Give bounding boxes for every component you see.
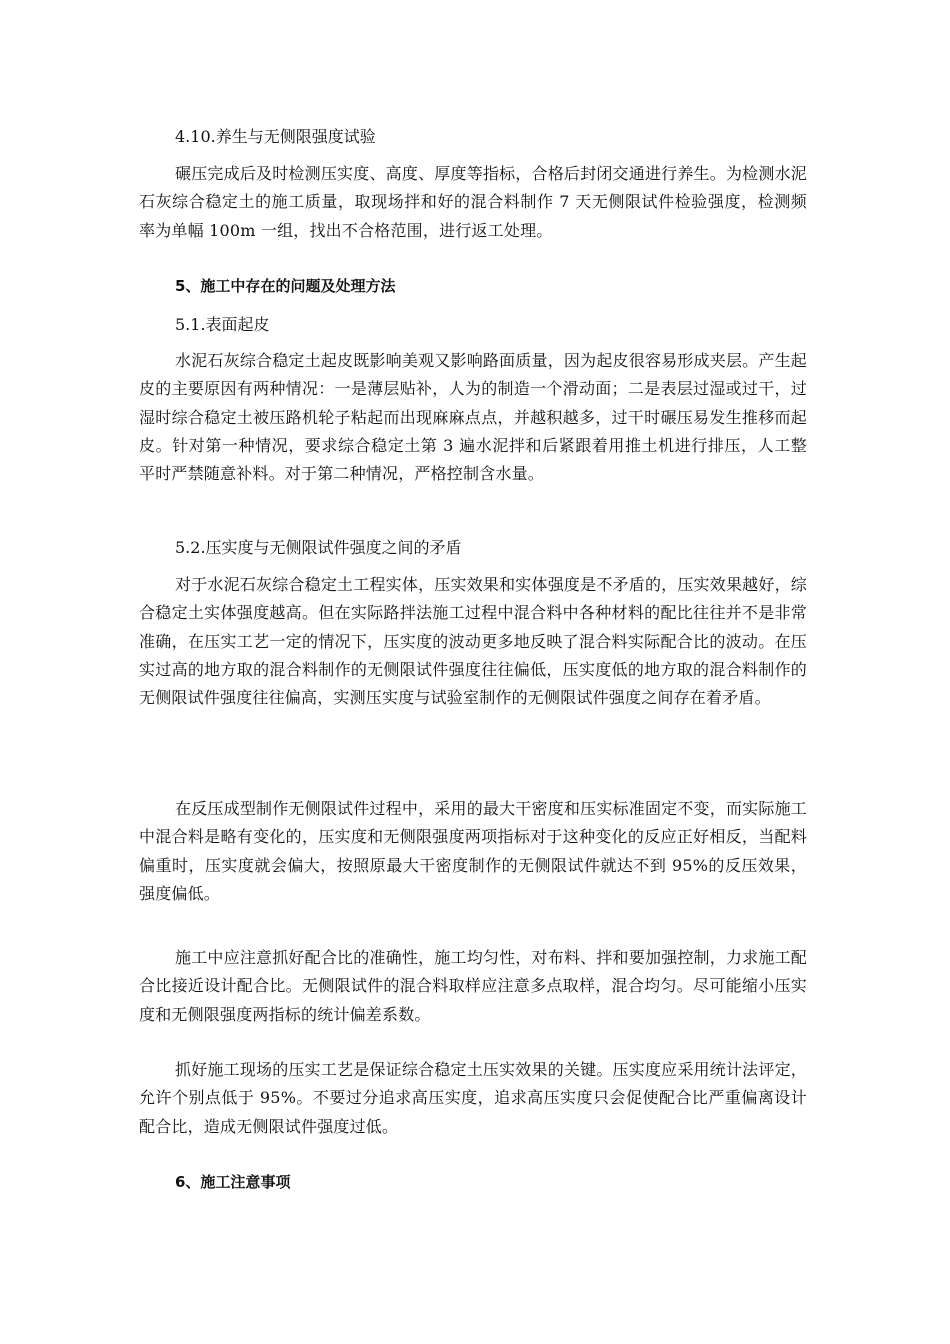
- section-4-10-heading: 4.10.养生与无侧限强度试验: [175, 127, 376, 146]
- section-5-heading: 5、施工中存在的问题及处理方法: [175, 277, 396, 295]
- section-5-2-heading: 5.2.压实度与无侧限试件强度之间的矛盾: [175, 538, 462, 557]
- section-6-heading: 6、施工注意事项: [175, 1173, 291, 1191]
- section-5-1-paragraph: 水泥石灰综合稳定土起皮既影响美观又影响路面质量，因为起皮很容易形成夹层。产生起皮的主要原因有两种情况：一是薄层贴补，人为的制造一个滑动面；二是表层过湿或过干，过湿时综合稳定土被压路机轮子粘起而出现麻麻点点，并越积越多，过干时碾压易发生推移而起皮。针对第一种情况，要求综合稳定土第 3 遍水泥拌和后紧跟着用推土机进行排压，人工整平时严禁随意补料。对于第二种情况，严格控制含水量。: [139, 351, 807, 484]
- section-4-10-paragraph: 碾压完成后及时检测压实度、高度、厚度等指标，合格后封闭交通进行养生。为检测水泥石灰综合稳定土的施工质量，取现场拌和好的混合料制作 7 天无侧限试件检验强度，检测频率为单幅 100m 一组，找出不合格范围，进行返工处理。: [139, 164, 807, 240]
- section-5-2-paragraph-1: 对于水泥石灰综合稳定土工程实体，压实效果和实体强度是不矛盾的，压实效果越好，综合稳定土实体强度越高。但在实际路拌法施工过程中混合料中各种材料的配比往往并不是非常准确，在压实工艺一定的情况下，压实度的波动更多地反映了混合料实际配合比的波动。在压实过高的地方取的混合料制作的无侧限试件强度往往偏低，压实度低的地方取的混合料制作的无侧限试件强度往往偏高，实测压实度与试验室制作的无侧限试件强度之间存在着矛盾。: [139, 575, 807, 708]
- section-5-2-paragraph-4: 抓好施工现场的压实工艺是保证综合稳定土压实效果的关键。压实度应采用统计法评定，允许个别点低于 95%。不要过分追求高压实度，追求高压实度只会促使配合比严重偏离设计配合比，造成无侧限试件强度过低。: [139, 1060, 807, 1136]
- section-5-2-paragraph-3: 施工中应注意抓好配合比的准确性，施工均匀性，对布料、拌和要加强控制，力求施工配合比接近设计配合比。无侧限试件的混合料取样应注意多点取样，混合均匀。尽可能缩小压实度和无侧限强度两指标的统计偏差系数。: [139, 948, 807, 1024]
- section-5-1-heading: 5.1.表面起皮: [175, 315, 270, 334]
- section-5-2-paragraph-2: 在反压成型制作无侧限试件过程中，采用的最大干密度和压实标准固定不变，而实际施工中混合料是略有变化的，压实度和无侧限强度两项指标对于这种变化的反应正好相反，当配料偏重时，压实度就会偏大，按照原最大干密度制作的无侧限试件就达不到 95%的反压效果，强度偏低。: [139, 799, 807, 903]
